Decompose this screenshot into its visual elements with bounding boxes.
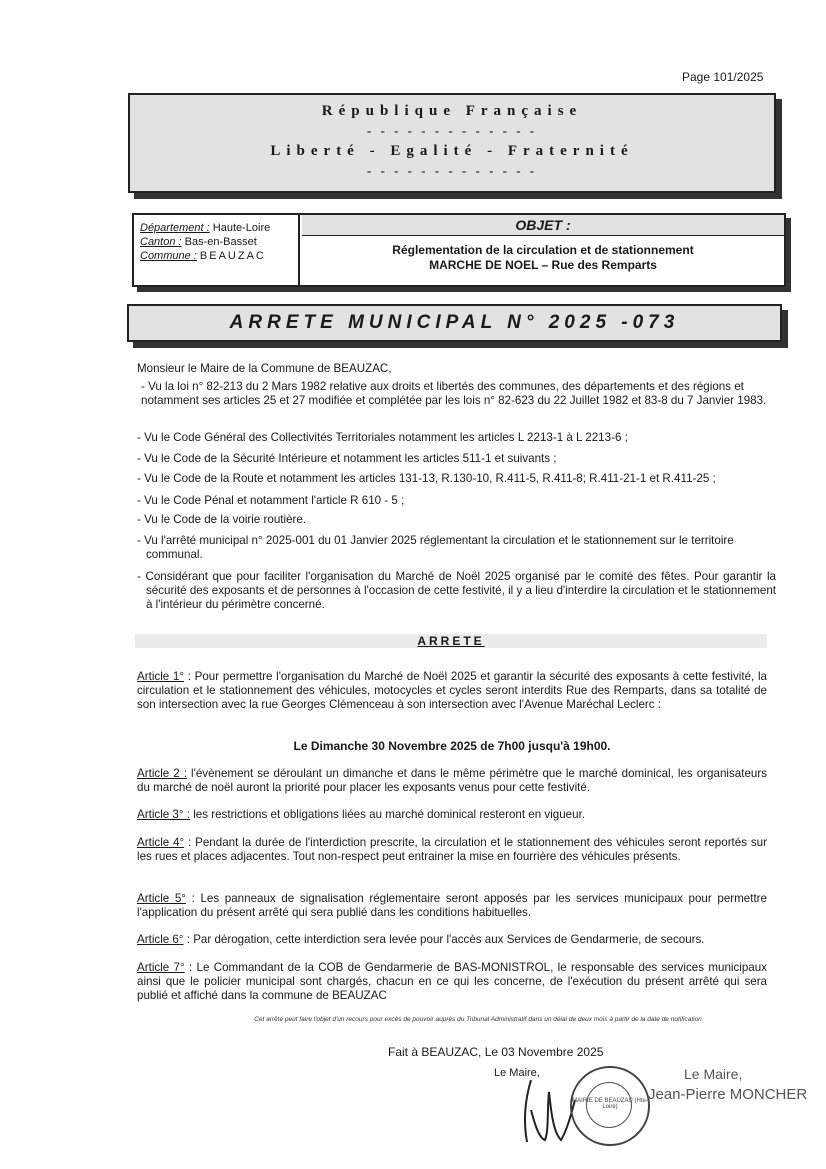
objet-line-2: MARCHE DE NOEL – Rue des Remparts bbox=[429, 258, 657, 272]
article-2-text: l'évènement se déroulant un dimanche et dans le même périmètre que le marché dominical, les organisateurs du marché de noël auront la priorité pour placer les exposants venus pour cette festivité. bbox=[137, 767, 767, 794]
location-block bbox=[134, 215, 300, 285]
seal-text: MAIRIE DE BEAUZAC (Hte-Loire) bbox=[572, 1098, 648, 1110]
canton-label: Canton : bbox=[140, 236, 182, 248]
canton-value: Bas-en-Basset bbox=[184, 236, 257, 248]
article-6-text: Par dérogation, cette interdiction sera levée pour l'accès aux Services de Gendarmerie, de secours. bbox=[193, 933, 705, 946]
article-3-label: Article 3° : bbox=[137, 808, 190, 821]
considerant-2: - Vu le Code Général des Collectivités Territoriales notamment les articles L 2213-1 à L 2213-6 ; bbox=[137, 431, 628, 444]
considerant-3: - Vu le Code de la Sécurité Intérieure et notamment les articles 511-1 et suivants ; bbox=[137, 452, 557, 465]
article-1: Article 1° : Pour permettre l'organisation du Marché de Noël 2025 et garantir la sécurité des exposants à cette festivité, la circulation et le stationnement des véhicules, motocycles et cycles seront interdits Rue des Remparts, dans sa totalité de son intersection avec la rue Georges Clémenceau à son intersection avec l'Avenue Maréchal Leclerc : bbox=[137, 670, 767, 711]
page-number: Page 101/2025 bbox=[682, 70, 764, 84]
banner-devise: Liberté - Egalité - Fraternité bbox=[270, 143, 634, 159]
article-5-text: Les panneaux de signalisation réglementaire seront apposés par les services municipaux pour permettre l'application du présent arrêté qui sera publié dans les conditions habituelles. bbox=[137, 892, 767, 919]
objet-text bbox=[302, 243, 784, 273]
article-6-label: Article 6° bbox=[137, 933, 184, 946]
banner-dashes-2: - - - - - - - - - - - - - bbox=[366, 163, 538, 178]
stamp-title: Le Maire, bbox=[684, 1066, 743, 1082]
info-box bbox=[132, 213, 786, 287]
commune-value: BEAUZAC bbox=[199, 250, 266, 262]
municipal-seal bbox=[570, 1066, 650, 1146]
arrete-heading: ARRETE bbox=[135, 634, 767, 648]
departement-label: Département : bbox=[140, 222, 210, 234]
intro: Monsieur le Maire de la Commune de BEAUZAC, bbox=[137, 362, 392, 375]
stamp-name: Jean-Pierre MONCHER bbox=[648, 1086, 808, 1103]
commune-label: Commune : bbox=[140, 250, 197, 262]
departement-value: Haute-Loire bbox=[212, 222, 271, 234]
article-6: Article 6° : Par dérogation, cette interdiction sera levée pour l'accès aux Services de Gendarmerie, de secours. bbox=[137, 933, 705, 946]
done-at: Fait à BEAUZAC, Le 03 Novembre 2025 bbox=[388, 1045, 604, 1059]
article-2-label: Article 2 : bbox=[137, 767, 187, 780]
article-7: Article 7° : Le Commandant de la COB de Gendarmerie de BAS-MONISTROL, le responsable des services municipaux ainsi que le policier municipal sont chargés, chacun en ce qui les concerne, de l'exécution du présent arrêté qui sera publié et affiché dans la commune de BEAUZAC bbox=[137, 961, 767, 1002]
article-7-text: Le Commandant de la COB de Gendarmerie de BAS-MONISTROL, le responsable des services municipaux ainsi que le policier municipal sont chargés, chacun en ce qui les concerne, de l'exécution du présent arrêté qui sera publié et affiché dans la commune de BEAUZAC bbox=[137, 961, 767, 1002]
article-2 bbox=[137, 767, 767, 795]
considerant-7: - Vu l'arrêté municipal n° 2025-001 du 01 Janvier 2025 réglementant la circulation et le stationnement sur le territoire communal. bbox=[137, 534, 734, 561]
article-4: Article 4° : Pendant la durée de l'interdiction prescrite, la circulation et le stationnement des véhicules seront reportés sur les rues et places adjacentes. Tout non-respect peut entrainer la mise en fourrière des véhicules présents. bbox=[137, 836, 767, 863]
date-line: Le Dimanche 30 Novembre 2025 de 7h00 jusqu'à 19h00. bbox=[293, 739, 611, 753]
article-3-text: les restrictions et obligations liées au marché dominical resteront en vigueur. bbox=[193, 808, 586, 821]
article-1-text: Pour permettre l'organisation du Marché de Noël 2025 et garantir la sécurité des exposants à cette festivité, la circulation et le stationnement des véhicules, motocycles et cycles seront interdits Rue des Remparts, dans sa totalité de son intersection avec la rue Georges Clémenceau à son intersection avec l'Avenue Maréchal Leclerc : bbox=[137, 670, 767, 711]
objet-block bbox=[302, 215, 784, 285]
republic-banner bbox=[128, 93, 776, 193]
banner-dashes-1: - - - - - - - - - - - - - bbox=[366, 123, 538, 138]
considerant-5: - Vu le Code Pénal et notamment l'article R 610 - 5 ; bbox=[137, 494, 405, 507]
objet-line-1: Réglementation de la circulation et de stationnement bbox=[392, 243, 694, 257]
article-3 bbox=[137, 808, 767, 822]
le-maire-label: Le Maire, bbox=[494, 1067, 540, 1079]
article-4-text: Pendant la durée de l'interdiction prescrite, la circulation et le stationnement des véhicules seront reportés sur les rues et places adjacentes. Tout non-respect peut entrainer la mise en fourrière des véhicules présents. bbox=[137, 836, 767, 863]
banner-republique: République Française bbox=[321, 103, 583, 119]
article-7-label: Article 7° bbox=[137, 961, 185, 974]
objet-title: OBJET : bbox=[302, 215, 784, 236]
considerant-4: - Vu le Code de la Route et notamment les articles 131-13, R.130-10, R.411-5, R.411-8; R.411-21-1 et R.411-25 ; bbox=[137, 472, 716, 485]
considerant-1: - Vu la loi n° 82-213 du 2 Mars 1982 relative aux droits et libertés des communes, des départements et des régions et notamment ses articles 25 et 27 modifiée et complétée par les lois n° 82-623 du 22 Juillet 1982 et 83-8 du 7 Janvier 1983. bbox=[141, 380, 767, 407]
recourse-footnote: Cet arrêté peut faire l'objet d'un recours pour excès de pouvoir auprès du Tribunal Administratif dans un délai de deux mois à partir de la date de notification bbox=[254, 1016, 702, 1023]
article-5: Article 5° : Les panneaux de signalisation réglementaire seront apposés par les services municipaux pour permettre l'application du présent arrêté qui sera publié dans les conditions habituelles. bbox=[137, 892, 767, 919]
article-1-label: Article 1° bbox=[137, 670, 184, 683]
article-4-label: Article 4° bbox=[137, 836, 185, 849]
considerant-6: - Vu le Code de la voirie routière. bbox=[137, 513, 307, 526]
considerant-8: - Considérant que pour faciliter l'organisation du Marché de Noël 2025 organisé par le comité des fêtes. Pour garantir la sécurité des exposants et de personnes à l'occasion de cette festivité, il y a lieu d'interdire la circulation et le stationnement à l'intérieur du périmètre concerné. bbox=[137, 570, 776, 611]
arrete-title: ARRETE MUNICIPAL N° 2025 -073 bbox=[127, 304, 782, 342]
article-5-label: Article 5° bbox=[137, 892, 186, 905]
